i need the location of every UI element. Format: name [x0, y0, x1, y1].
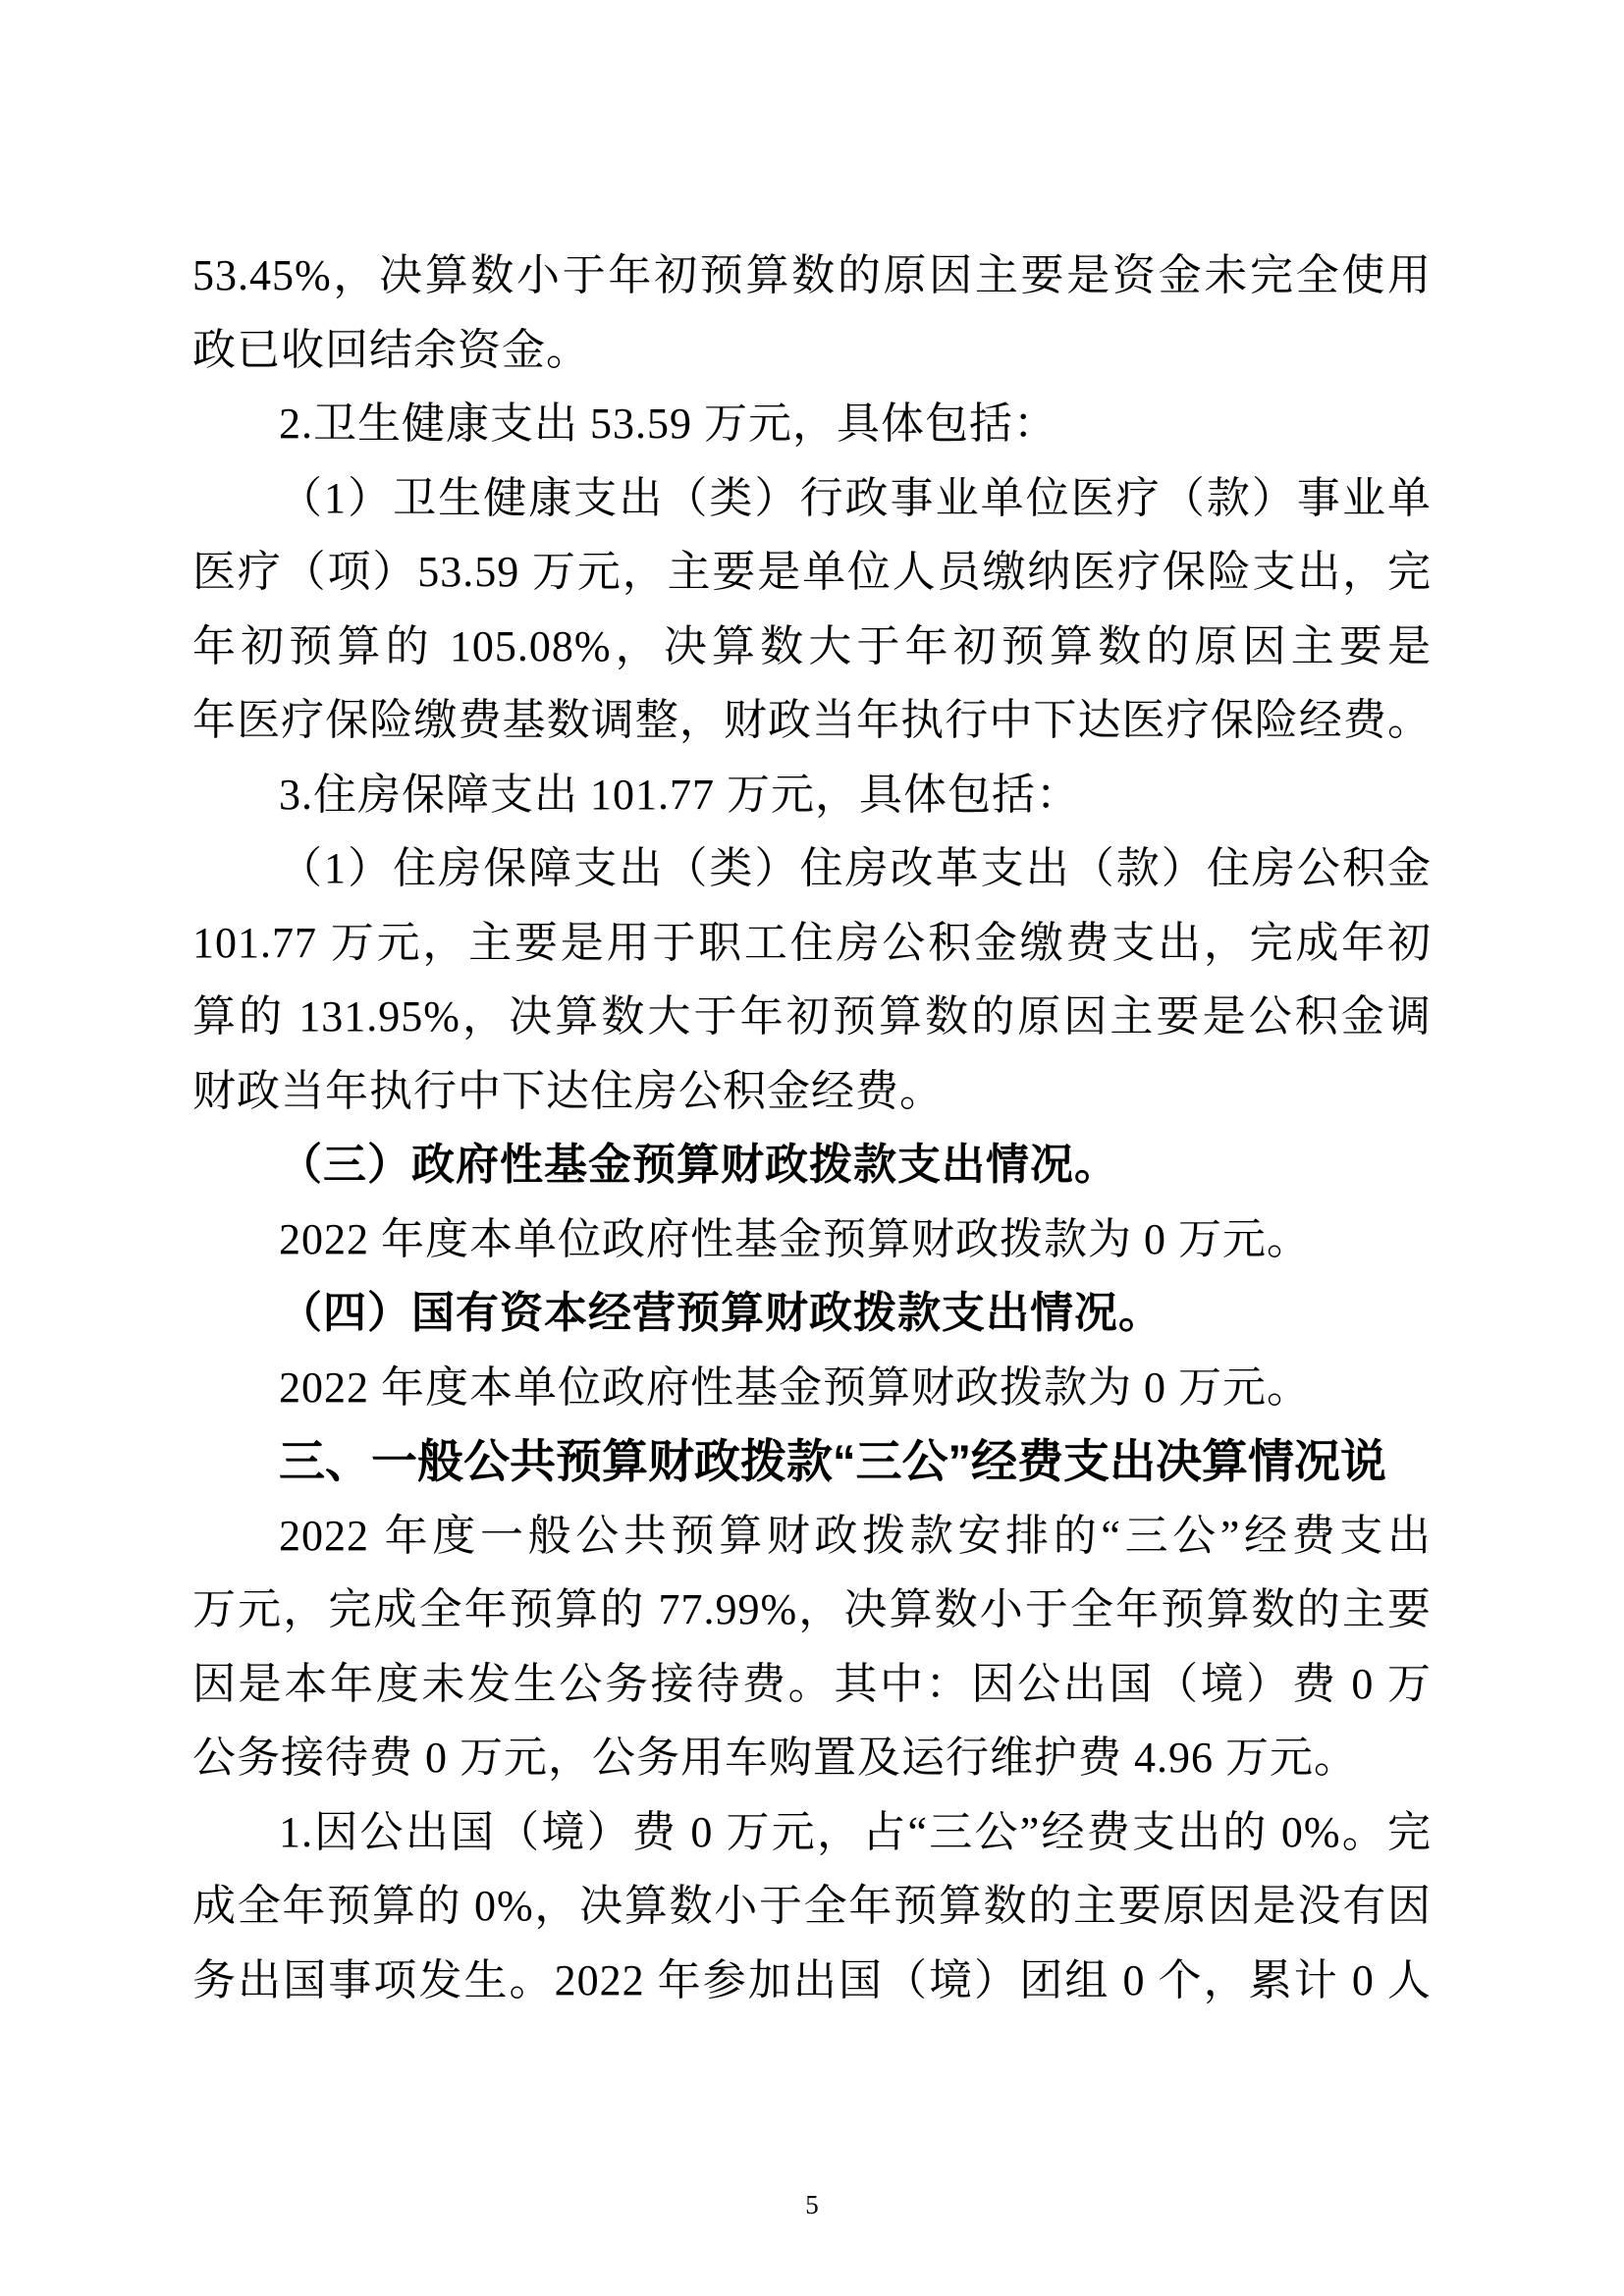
section-heading: 三、一般公共预算财政拨款“三公”经费支出决算情况说 [279, 1435, 1386, 1487]
text-line: 公务接待费 0 万元，公务用车购置及运行维护费 4.96 万元。 [192, 1734, 1358, 1782]
text-line: 政已收回结余资金。 [192, 325, 590, 374]
text-line: 医疗（项）53.59 万元，主要是单位人员缴纳医疗保险支出，完 [192, 548, 1432, 596]
text-line: 3.住房保障支出 101.77 万元，具体包括： [279, 770, 1080, 819]
page-number: 5 [805, 2190, 819, 2219]
text-line: 2022 年度一般公共预算财政拨款安排的“三公”经费支出 [279, 1511, 1432, 1560]
text-line: 年初预算的 105.08%，决算数大于年初预算数的原因主要是 [192, 621, 1432, 670]
text-line: 财政当年执行中下达住房公积金经费。 [192, 1066, 944, 1115]
text-line: 2022 年度本单位政府性基金预算财政拨款为 0 万元。 [279, 1214, 1311, 1263]
section-heading: （三）政府性基金预算财政拨款支出情况。 [279, 1141, 1118, 1189]
section-heading: （四）国有资本经营预算财政拨款支出情况。 [279, 1289, 1163, 1337]
text-line: 53.45%，决算数小于年初预算数的原因主要是资金未完全使用 [192, 251, 1432, 299]
text-line: （1）卫生健康支出（类）行政事业单位医疗（款）事业单 [279, 473, 1432, 522]
text-line: 算的 131.95%，决算数大于年初预算数的原因主要是公积金调 [192, 992, 1432, 1041]
text-line: 2022 年度本单位政府性基金预算财政拨款为 0 万元。 [279, 1362, 1311, 1412]
text-line: 2.卫生健康支出 53.59 万元，具体包括： [279, 400, 1057, 448]
text-line: （1）住房保障支出（类）住房改革支出（款）住房公积金 [279, 844, 1432, 892]
text-line: 务出国事项发生。2022 年参加出国（境）团组 0 个，累计 0 人 [192, 1955, 1432, 2004]
text-line: 因是本年度未发生公务接待费。其中：因公出国（境）费 0 万 [192, 1659, 1432, 1708]
document-body [192, 239, 1432, 2017]
text-line: 成全年预算的 0%，决算数小于全年预算数的主要原因是没有因 [192, 1882, 1432, 1930]
text-line: 1.因公出国（境）费 0 万元，占“三公”经费支出的 0%。完 [279, 1807, 1432, 1856]
text-line: 101.77 万元，主要是用于职工住房公积金缴费支出，完成年初 [192, 918, 1432, 967]
text-line: 万元，完成全年预算的 77.99%，决算数小于全年预算数的主要 [192, 1585, 1432, 1633]
text-line: 年医疗保险缴费基数调整，财政当年执行中下达医疗保险经费。 [192, 696, 1432, 744]
